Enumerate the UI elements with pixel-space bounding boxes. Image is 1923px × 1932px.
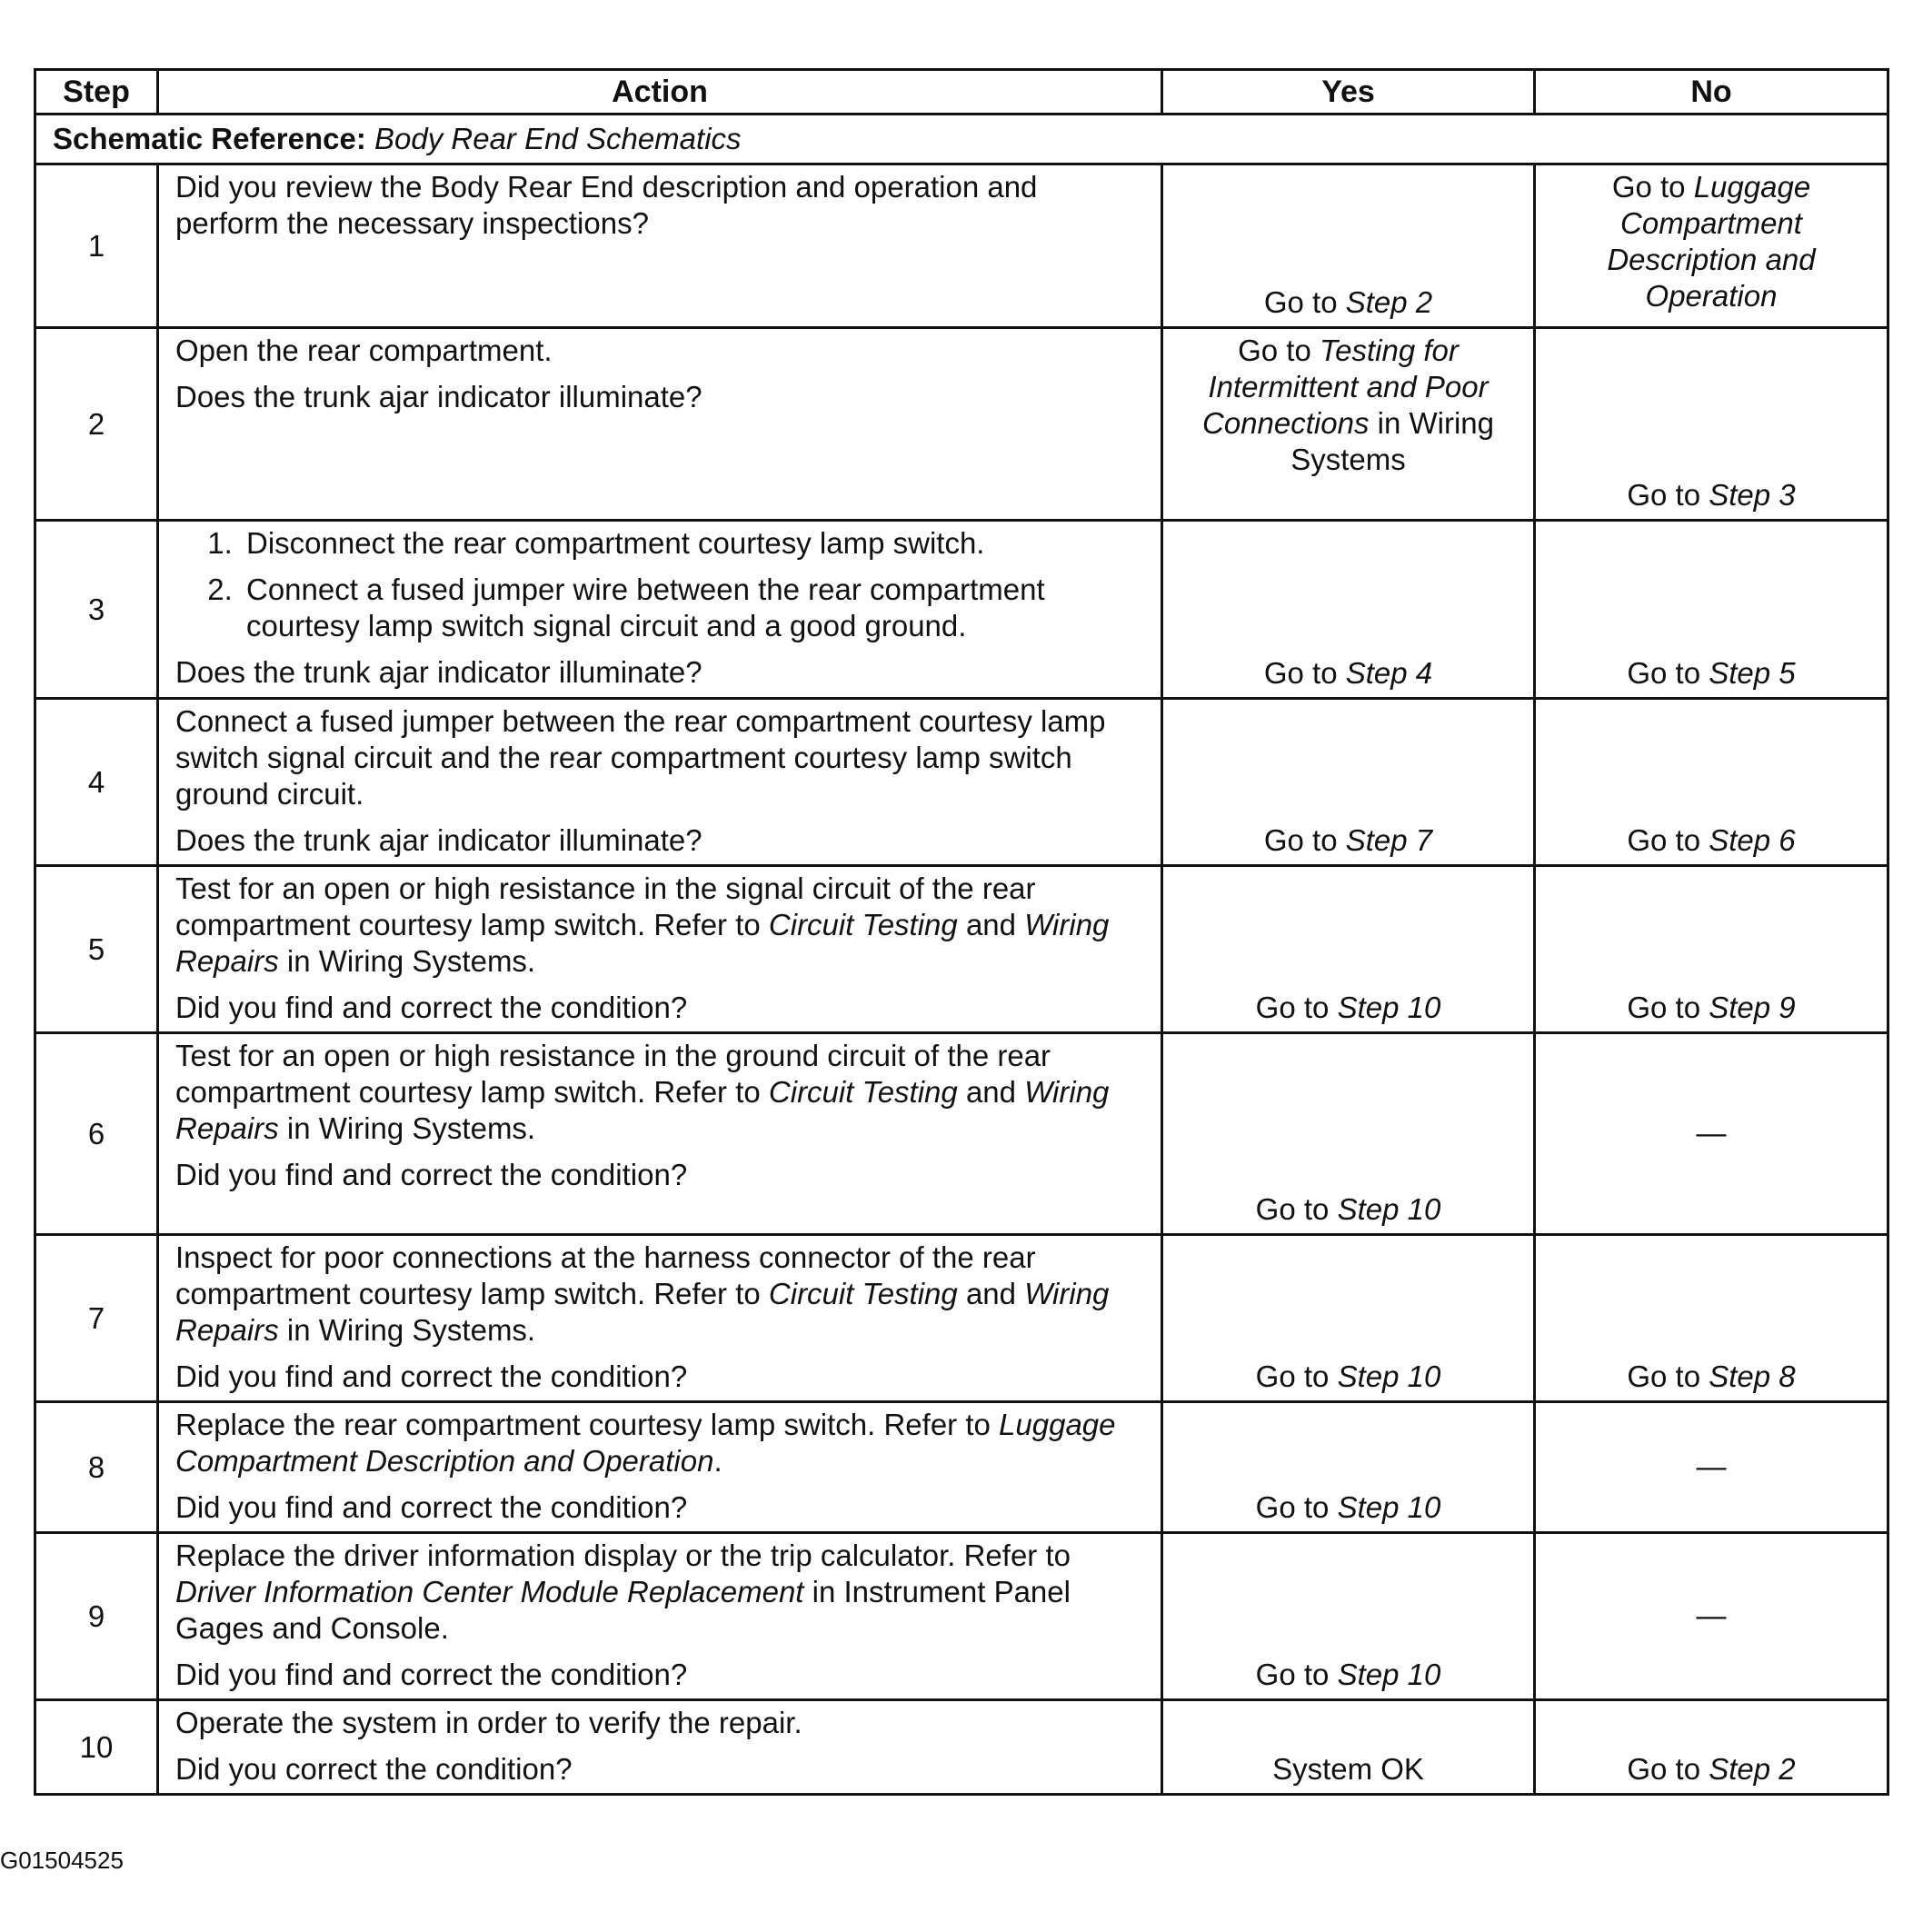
- yes-result: Go to Step 7: [1162, 699, 1535, 866]
- no-result: Go to Luggage Compartment Description and Operation: [1535, 164, 1888, 328]
- no-result: Go to Step 6: [1535, 699, 1888, 866]
- action-text: Open the rear compartment.: [175, 334, 553, 367]
- yes-result: Go to Step 10: [1162, 1402, 1535, 1533]
- step-number: 6: [35, 1033, 158, 1235]
- header-step: Step: [35, 70, 158, 115]
- action-text: Did you review the Body Rear End description and operation and perform the necessary inspections?: [175, 170, 1038, 240]
- action-cell: [158, 521, 1162, 699]
- yes-result: Go to Step 10: [1162, 1033, 1535, 1235]
- action-cell: [158, 1235, 1162, 1402]
- step-number: 10: [35, 1700, 158, 1795]
- no-result: Go to Step 3: [1535, 328, 1888, 521]
- figure-id: G01504525: [0, 1847, 124, 1874]
- action-list-item: 2. Connect a fused jumper wire between the rear compartment courtesy lamp switch signal circuit and a good ground.: [241, 572, 1148, 644]
- no-result: Go to Step 5: [1535, 521, 1888, 699]
- action-text: Inspect for poor connections at the harness connector of the rear compartment courtesy lamp switch. Refer to Circuit Testing and Wiring Repairs in Wiring Systems.: [175, 1240, 1110, 1347]
- yes-result: Go to Step 10: [1162, 1533, 1535, 1700]
- action-text: Did you correct the condition?: [175, 1752, 573, 1786]
- step-row: [35, 521, 1888, 699]
- step-row: [35, 1700, 1888, 1795]
- header-row: [35, 70, 1888, 115]
- action-text: Replace the rear compartment courtesy lamp switch. Refer to Luggage Compartment Description and Operation.: [175, 1408, 1116, 1478]
- action-text: Did you find and correct the condition?: [175, 1359, 688, 1393]
- step-number: 3: [35, 521, 158, 699]
- yes-result: Go to Testing for Intermittent and Poor Connections in Wiring Systems: [1162, 328, 1535, 521]
- step-row: [35, 1533, 1888, 1700]
- no-result: Go to Step 2: [1535, 1700, 1888, 1795]
- yes-result: Go to Step 10: [1162, 1235, 1535, 1402]
- header-yes: Yes: [1162, 70, 1535, 115]
- step-number: 7: [35, 1235, 158, 1402]
- header-no: No: [1535, 70, 1888, 115]
- step-number: 5: [35, 866, 158, 1033]
- step-row: [35, 164, 1888, 328]
- action-text: Does the trunk ajar indicator illuminate?: [175, 380, 702, 413]
- action-text: Did you find and correct the condition?: [175, 1158, 688, 1191]
- schematic-reference-label: Schematic Reference:: [53, 122, 366, 155]
- yes-result: Go to Step 10: [1162, 866, 1535, 1033]
- action-cell: [158, 328, 1162, 521]
- yes-result: Go to Step 2: [1162, 164, 1535, 328]
- step-number: 4: [35, 699, 158, 866]
- yes-result: Go to Step 4: [1162, 521, 1535, 699]
- action-text: Test for an open or high resistance in the ground circuit of the rear compartment courtesy lamp switch. Refer to Circuit Testing and Wiring Repairs in Wiring Systems.: [175, 1039, 1110, 1145]
- step-number: 8: [35, 1402, 158, 1533]
- action-text: Did you find and correct the condition?: [175, 1658, 688, 1691]
- action-text: Operate the system in order to verify the repair.: [175, 1706, 802, 1739]
- action-cell: [158, 699, 1162, 866]
- step-row: [35, 1235, 1888, 1402]
- step-row: [35, 1402, 1888, 1533]
- no-result: —: [1535, 1533, 1888, 1700]
- action-text: Test for an open or high resistance in the signal circuit of the rear compartment courtesy lamp switch. Refer to Circuit Testing and Wiring Repairs in Wiring Systems.: [175, 871, 1110, 978]
- action-cell: [158, 1533, 1162, 1700]
- step-row: [35, 866, 1888, 1033]
- no-result: —: [1535, 1033, 1888, 1235]
- step-number: 9: [35, 1533, 158, 1700]
- action-text: Connect a fused jumper between the rear compartment courtesy lamp switch signal circuit and the rear compartment courtesy lamp switch ground circuit.: [175, 704, 1106, 811]
- action-cell: [158, 866, 1162, 1033]
- action-cell: [158, 1402, 1162, 1533]
- action-list-item: 1. Disconnect the rear compartment courtesy lamp switch.: [241, 525, 1148, 562]
- step-row: [35, 699, 1888, 866]
- schematic-reference: [35, 115, 1888, 164]
- schematic-reference-value: Body Rear End Schematics: [374, 122, 742, 155]
- action-text: Did you find and correct the condition?: [175, 991, 688, 1024]
- action-cell: [158, 164, 1162, 328]
- action-list: [175, 525, 1148, 644]
- action-text: Did you find and correct the condition?: [175, 1490, 688, 1524]
- schematic-reference-row: [35, 115, 1888, 164]
- no-result: Go to Step 8: [1535, 1235, 1888, 1402]
- step-row: [35, 1033, 1888, 1235]
- action-cell: [158, 1700, 1162, 1795]
- step-number: 2: [35, 328, 158, 521]
- step-number: 1: [35, 164, 158, 328]
- no-result: —: [1535, 1402, 1888, 1533]
- action-text: Does the trunk ajar indicator illuminate?: [175, 655, 702, 689]
- action-cell: [158, 1033, 1162, 1235]
- diagnostic-table: [34, 68, 1889, 1796]
- action-text: Does the trunk ajar indicator illuminate?: [175, 823, 702, 857]
- header-action: Action: [158, 70, 1162, 115]
- action-text: Replace the driver information display or the trip calculator. Refer to Driver Information Center Module Replacement in Instrument Panel Gages and Console.: [175, 1539, 1071, 1645]
- yes-result: System OK: [1162, 1700, 1535, 1795]
- step-row: [35, 328, 1888, 521]
- no-result: Go to Step 9: [1535, 866, 1888, 1033]
